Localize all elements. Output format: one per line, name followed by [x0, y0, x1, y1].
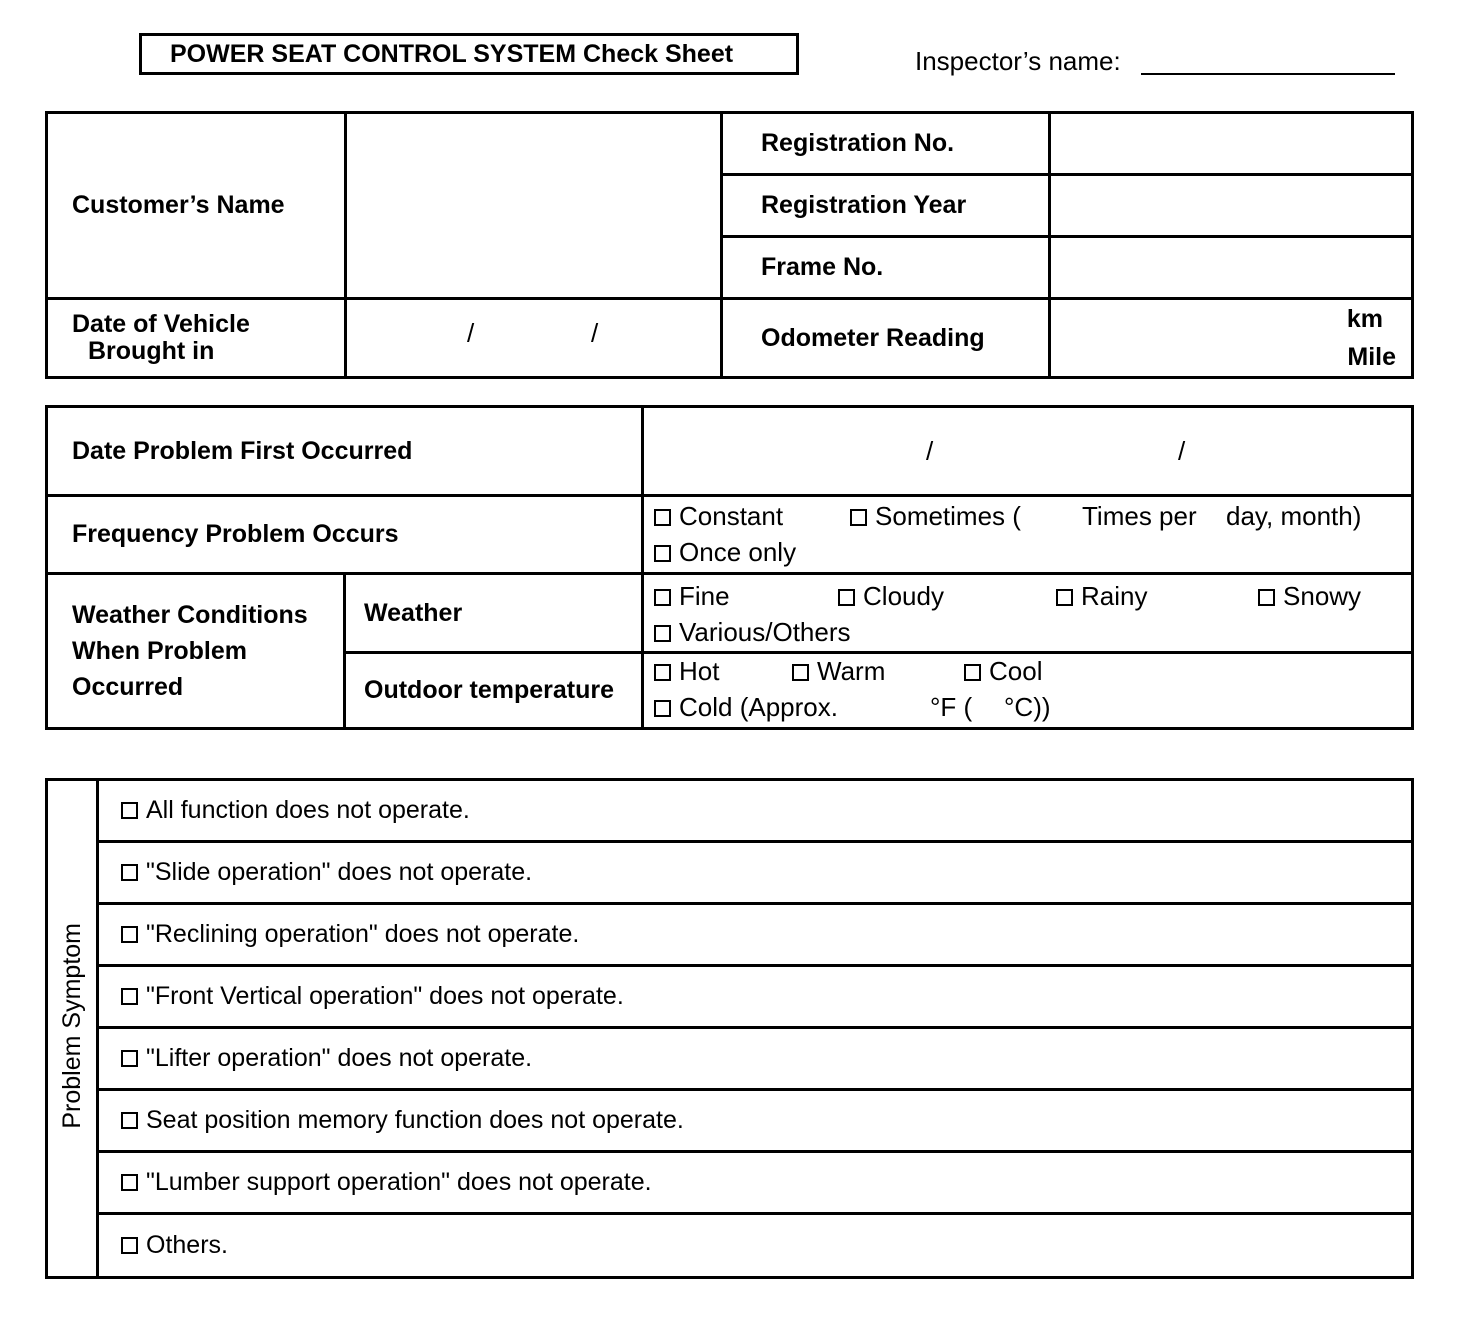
- checkbox-icon: [121, 926, 138, 943]
- checkbox-icon: [654, 700, 671, 717]
- customer-name-label: Customer’s Name: [47, 113, 346, 299]
- frequency-constant-checkbox[interactable]: Constant: [654, 501, 783, 532]
- date-first-occurred-field[interactable]: [643, 407, 1413, 496]
- checkbox-icon: [121, 864, 138, 881]
- symptom-item[interactable]: "Lifter operation" does not operate.: [98, 1028, 1413, 1090]
- checkbox-icon: [121, 1174, 138, 1191]
- temperature-cold-checkbox[interactable]: Cold (Approx.: [654, 692, 838, 723]
- problem-symptom-table: [45, 778, 1414, 1279]
- checkbox-icon: [121, 1112, 138, 1129]
- temperature-hot-checkbox[interactable]: Hot: [654, 656, 719, 687]
- inspector-name-field[interactable]: [1141, 73, 1395, 75]
- frequency-times-per-label: Times per: [1082, 501, 1197, 531]
- temperature-fahrenheit-label: °F (: [930, 692, 973, 722]
- checkbox-icon: [792, 664, 809, 681]
- symptom-item[interactable]: "Slide operation" does not operate.: [98, 842, 1413, 904]
- problem-symptom-label: Problem Symptom: [57, 923, 86, 1129]
- frame-no-label: Frame No.: [722, 237, 1050, 299]
- weather-fine-checkbox[interactable]: Fine: [654, 581, 730, 612]
- unit-mile: Mile: [1347, 343, 1396, 371]
- problem-conditions-table: [45, 405, 1414, 730]
- checkbox-icon: [850, 509, 867, 526]
- frame-no-field[interactable]: [1050, 237, 1413, 299]
- unit-km: km: [1346, 305, 1383, 333]
- checkbox-icon: [1056, 589, 1073, 606]
- date-separator: /: [1178, 436, 1186, 466]
- symptom-item[interactable]: "Reclining operation" does not operate.: [98, 904, 1413, 966]
- registration-no-label: Registration No.: [722, 113, 1050, 175]
- checkbox-icon: [1258, 589, 1275, 606]
- checkbox-icon: [964, 664, 981, 681]
- symptom-item[interactable]: Others.: [98, 1214, 1413, 1278]
- problem-symptom-section: [47, 780, 98, 1278]
- symptom-item[interactable]: "Front Vertical operation" does not operate.: [98, 966, 1413, 1028]
- date-separator: /: [926, 436, 934, 466]
- checkbox-icon: [654, 625, 671, 642]
- checkbox-icon: [838, 589, 855, 606]
- weather-label: Weather: [345, 574, 643, 653]
- weather-cloudy-checkbox[interactable]: Cloudy: [838, 581, 944, 612]
- outdoor-temperature-label: Outdoor temperature: [345, 653, 643, 729]
- temperature-cool-checkbox[interactable]: Cool: [964, 656, 1042, 687]
- frequency-options: [643, 496, 1413, 574]
- customer-name-field[interactable]: [346, 113, 722, 299]
- checkbox-icon: [121, 802, 138, 819]
- inspector-name-label: Inspector’s name:: [915, 46, 1121, 76]
- symptom-item[interactable]: "Lumber support operation" does not operate.: [98, 1152, 1413, 1214]
- frequency-label: Frequency Problem Occurs: [47, 496, 643, 574]
- checkbox-icon: [654, 509, 671, 526]
- symptom-item[interactable]: Seat position memory function does not operate.: [98, 1090, 1413, 1152]
- weather-snowy-checkbox[interactable]: Snowy: [1258, 581, 1361, 612]
- temperature-celsius-label: °C)): [1004, 692, 1051, 722]
- page-title: POWER SEAT CONTROL SYSTEM Check Sheet: [139, 33, 799, 75]
- date-first-occurred-label: Date Problem First Occurred: [47, 407, 643, 496]
- symptom-item[interactable]: All function does not operate.: [98, 780, 1413, 842]
- weather-rainy-checkbox[interactable]: Rainy: [1056, 581, 1147, 612]
- checkbox-icon: [654, 664, 671, 681]
- date-separator: /: [467, 318, 475, 348]
- registration-year-label: Registration Year: [722, 175, 1050, 237]
- weather-options: [643, 574, 1413, 653]
- odometer-label: Odometer Reading: [722, 299, 1050, 378]
- frequency-once-only-checkbox[interactable]: Once only: [654, 537, 796, 568]
- checkbox-icon: [121, 988, 138, 1005]
- weather-various-checkbox[interactable]: Various/Others: [654, 617, 850, 648]
- weather-conditions-label: Weather Conditions When Problem Occurred: [47, 574, 345, 729]
- odometer-field[interactable]: [1050, 299, 1413, 378]
- checkbox-icon: [654, 545, 671, 562]
- checkbox-icon: [121, 1237, 138, 1254]
- frequency-sometimes-checkbox[interactable]: Sometimes (: [850, 501, 1021, 532]
- checkbox-icon: [121, 1050, 138, 1067]
- date-brought-in-field[interactable]: [346, 299, 722, 378]
- date-brought-in-label: Date of Vehicle Brought in: [47, 299, 346, 378]
- checkbox-icon: [654, 589, 671, 606]
- frequency-day-month-label: day, month): [1226, 501, 1362, 531]
- temperature-options: [643, 653, 1413, 729]
- temperature-warm-checkbox[interactable]: Warm: [792, 656, 885, 687]
- registration-year-field[interactable]: [1050, 175, 1413, 237]
- registration-no-field[interactable]: [1050, 113, 1413, 175]
- vehicle-info-table: [45, 111, 1414, 379]
- date-separator: /: [591, 318, 599, 348]
